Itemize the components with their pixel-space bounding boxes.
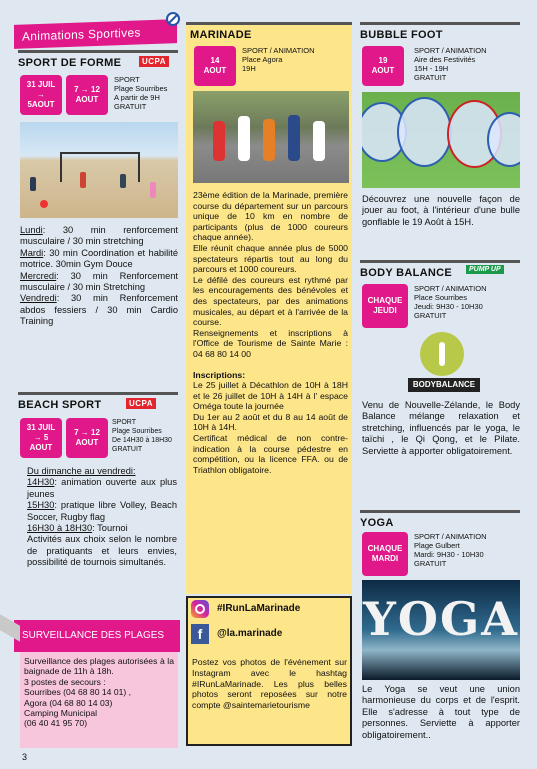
yoga-text: Le Yoga se veut une union harmonieuse du corps et de l'esprit. Elle s'adresse à tout type de personnes. Serviette à apporter obligatoirement.. bbox=[362, 684, 520, 740]
beach-sport-text: Du dimanche au vendredi: 14H30: animation ouverte aux plus jeunes 15H30: pratique libre Volley, Beach Soccer, Rugby flag 16H30 à 18H30: Tournoi Activités aux choix selon le nombre de pratiquants et leurs envies, possibilité de tournois simultanés. bbox=[27, 466, 177, 568]
banner bbox=[14, 19, 177, 49]
no-sign-icon bbox=[166, 12, 180, 26]
beach-sport-info: SPORT Plage Sourribes De 14H30 à 18H30 GRATUIT bbox=[112, 419, 172, 453]
date-badge: 7 → 12 AOUT bbox=[66, 418, 108, 458]
date-badge: 7 → 12 AOUT bbox=[66, 75, 108, 115]
sport-forme-title: SPORT DE FORME bbox=[18, 50, 178, 69]
bubble-text: Découvrez une nouvelle façon de jouer au foot, à l'intérieur d'une bulle gonflable le 19 Août à 15H. bbox=[362, 194, 520, 227]
ucpa-logo: UCPA bbox=[126, 398, 156, 409]
yoga-photo bbox=[362, 580, 520, 680]
date-badge: 31 JUIL → 5 AOUT bbox=[20, 418, 62, 458]
ucpa-logo: UCPA bbox=[139, 56, 169, 67]
surveillance-title: SURVEILLANCE DES PLAGES bbox=[22, 630, 165, 641]
body-balance-info: SPORT / ANIMATION Place Sourribes Jeudi: 9H30 - 10H30 GRATUIT bbox=[414, 284, 487, 320]
page-number: 3 bbox=[22, 752, 28, 762]
sport-forme-info: SPORT Plage Sourribes A partir de 9H GRATUIT bbox=[114, 75, 168, 111]
body-balance-title: BODY BALANCE bbox=[360, 260, 520, 279]
sport-forme-schedule: Lundi: 30 min renforcement musculaire / 30 min stretching Mardi: 30 min Coordination et habilité motrice. 30min Gym Douce Mercredi: 30 min Renforcement musculaire / 30 min Stretching Vendredi: 30 min Renforcement abdos fessiers / 30 min Cardio Training bbox=[20, 225, 178, 327]
date-badge: CHAQUE MARDI bbox=[362, 532, 408, 576]
beach-sport-title: BEACH SPORT bbox=[18, 392, 178, 411]
yoga-title: YOGA bbox=[360, 510, 520, 529]
instagram-icon bbox=[191, 600, 209, 618]
surveillance-header bbox=[14, 620, 180, 652]
instagram-handle: #IRunLaMarinade bbox=[217, 603, 301, 614]
body-balance-text: Venu de Nouvelle-Zélande, le Body Balance mélange relaxation et stretching, influencés par le yoga, le taïchi , le Qi Qong, et le Pilate. Serviette à apporter obligatoirement. bbox=[362, 400, 520, 456]
bubble-title: BUBBLE FOOT bbox=[360, 22, 520, 41]
date-badge: CHAQUE JEUDI bbox=[362, 284, 408, 328]
date-badge: 19 AOUT bbox=[362, 46, 404, 86]
bubble-info: SPORT / ANIMATION Aire des Festivités 15H - 19H GRATUIT bbox=[414, 46, 487, 82]
facebook-handle: @la.marinade bbox=[217, 628, 283, 639]
bubble-foot-photo bbox=[362, 92, 520, 188]
pump-up-logo: PUMP UP bbox=[466, 265, 504, 274]
surveillance-box: Surveillance des plages autorisées à la baignade de 11h à 18h. 3 postes de secours : Sourribes (04 68 80 14 01) , Agora (04 68 80 14 03) Camping Municipal (06 40 41 95 70) bbox=[20, 652, 178, 748]
date-badge: 31 JUIL → 5AOUT bbox=[20, 75, 62, 115]
banner-title: Animations Sportives bbox=[22, 25, 141, 44]
facebook-icon: f bbox=[191, 624, 209, 644]
social-text: Postez vos photos de l'événement sur Instagram avec le hashtag #IRunLaMarinade. Les plus belles photos seront reposées sur notre compte @saintemarietourisme bbox=[192, 657, 347, 711]
marinade-info: SPORT / ANIMATION Place Agora 19H bbox=[242, 46, 315, 73]
marinade-text: 23ème édition de la Marinade, première course du département sur un parcours unique de 10 km en nombre de participants (plus de 1000 coureurs chaque année). Elle réunit chaque année plus de 5000 spectateurs répartis tout au long du parcours et 1000 coureurs. Le défilé des coureurs est rythmé par les encouragements des bénévoles et des spectateurs, par des animations musicales, au départ et à l'arrivée de la course. Renseignements et inscriptions à l'Office de Tourisme de Sainte Marie : 04 68 80 14 00 Inscriptions: Le 25 juillet à Décathlon de 10H à 18H et le 26 juillet de 10H à 14H à l' espace Oméga toute la journée Du 1er au 2 août et du 8 au 14 août de 10H à 14H. Certificat médical de non contre-indication à la course pédestre en compétition, ou la licence FFA. ou de Triathlon obligatoire. bbox=[193, 190, 348, 475]
marinade-title: MARINADE bbox=[186, 22, 352, 41]
bodybalance-logo bbox=[408, 332, 480, 396]
beach-fitness-photo bbox=[20, 122, 178, 218]
bodybalance-logo-text: BODYBALANCE bbox=[408, 378, 480, 392]
yoga-info: SPORT / ANIMATION Plage Gulbert Mardi: 9H30 - 10H30 GRATUIT bbox=[414, 532, 487, 568]
date-badge: 14 AOUT bbox=[194, 46, 236, 86]
yoga-photo-text: YOGA bbox=[363, 592, 519, 646]
marathon-photo bbox=[193, 91, 349, 183]
